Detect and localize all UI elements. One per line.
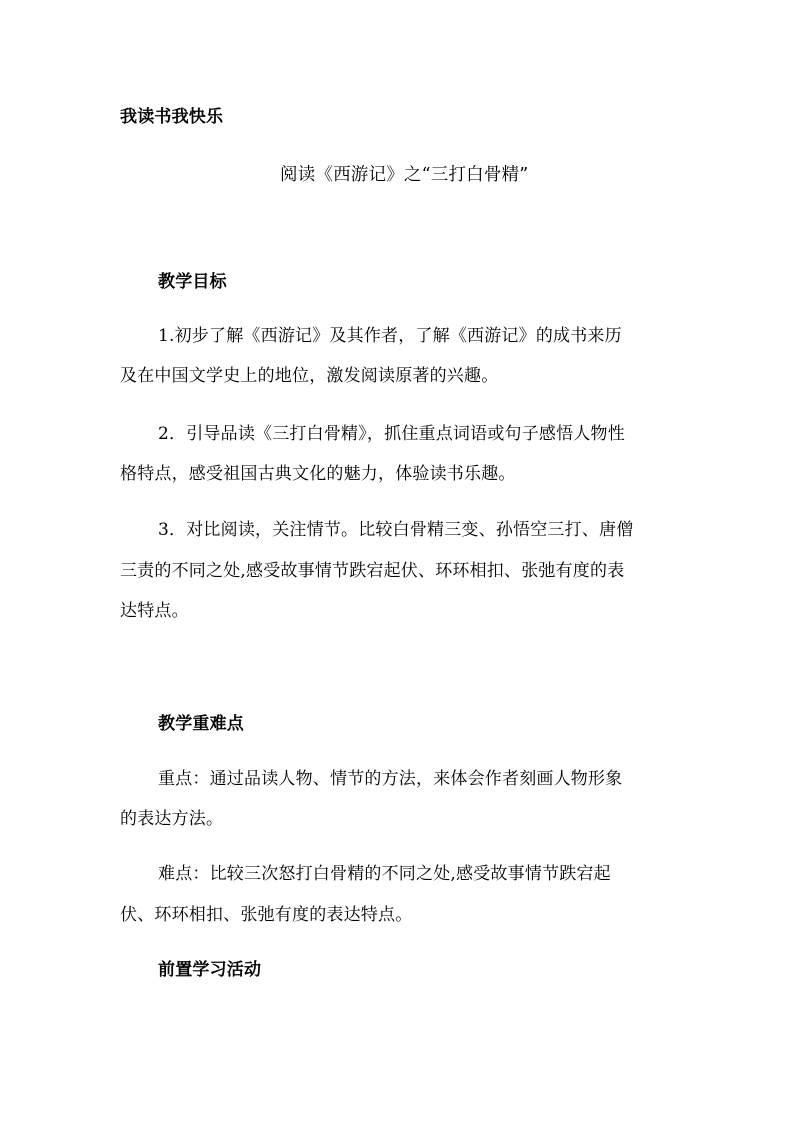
section-heading-key-points: 教学重难点: [158, 714, 244, 734]
paragraph-line: 3．对比阅读，关注情节。比较白骨精三变、孙悟空三打、唐僧: [158, 520, 634, 540]
paragraph-line: 2．引导品读《三打白骨精》，抓住重点词语或句子感悟人物性: [158, 424, 625, 444]
paragraph-line: 重点：通过品读人物、情节的方法，来体会作者刻画人物形象: [158, 769, 623, 789]
section-heading-objectives: 教学目标: [158, 272, 227, 292]
paragraph-line: 及在中国文学史上的地位，激发阅读原著的兴趣。: [120, 366, 499, 386]
paragraph-line: 的表达方法。: [120, 809, 224, 829]
paragraph-line: 三责的不同之处,感受故事情节跌宕起伏、环环相扣、张弛有度的表: [120, 561, 625, 581]
document-subtitle: 阅读《西游记》之“三打白骨精”: [280, 165, 529, 185]
paragraph-line: 难点：比较三次怒打白骨精的不同之处,感受故事情节跌宕起: [158, 864, 611, 884]
paragraph-line: 伏、环环相扣、张弛有度的表达特点。: [120, 905, 413, 925]
paragraph-line: 达特点。: [120, 601, 189, 621]
paragraph-line: 格特点，感受祖国古典文化的魅力，体验读书乐趣。: [120, 464, 516, 484]
paragraph-line: 1.初步了解《西游记》及其作者，了解《西游记》的成书来历: [158, 326, 622, 346]
section-heading-pre-learning: 前置学习活动: [158, 960, 262, 980]
document-title: 我读书我快乐: [120, 107, 224, 127]
